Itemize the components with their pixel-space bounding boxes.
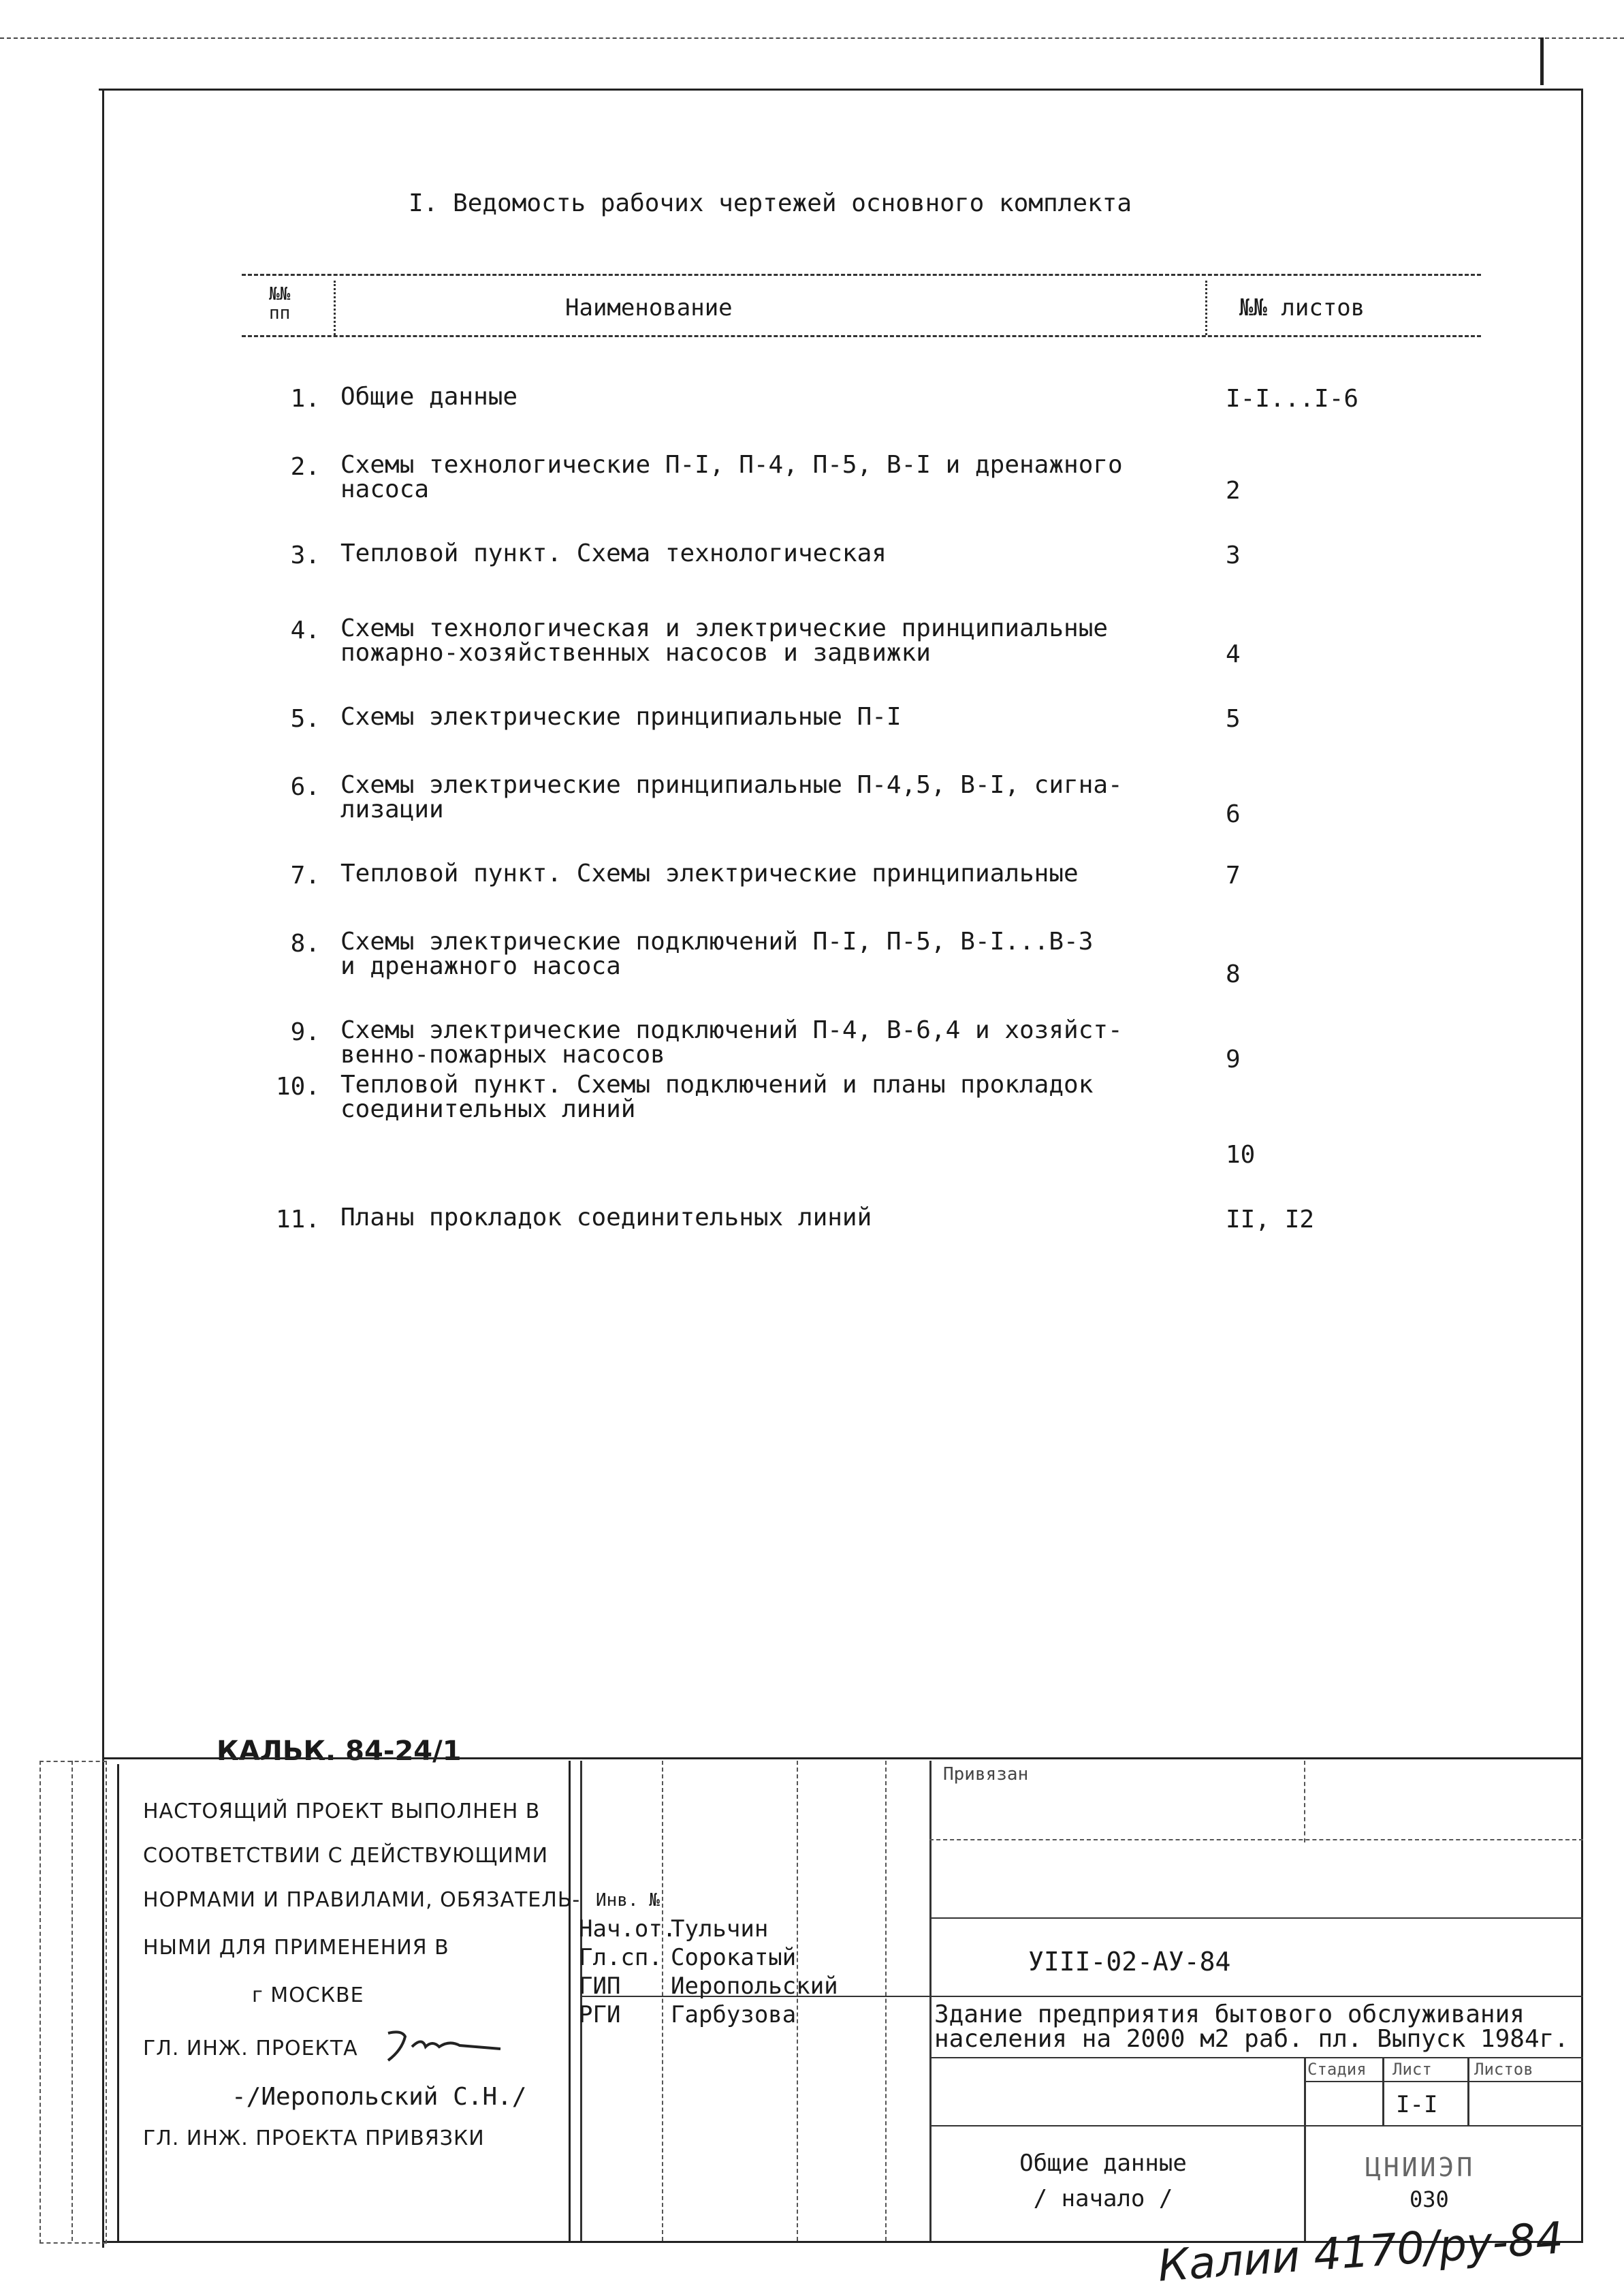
table-row-sheets: 6 <box>1226 800 1241 828</box>
staff-name: Сорокатый <box>671 1944 797 1971</box>
tb-h4 <box>929 2057 1583 2058</box>
stamp-line-3: НОРМАМИ И ПРАВИЛАМИ, ОБЯЗАТЕЛЬ- <box>143 1888 581 1912</box>
staff-role: ГИП <box>579 1973 621 2000</box>
col-sheets-label: Листов <box>1474 2060 1533 2079</box>
table-row-title: Схемы технологическая и электрические принципиальные пожарно-хозяйственных насосов и задвижки <box>340 614 1109 667</box>
table-row-num: 2. <box>290 453 320 481</box>
table-row-title: Схемы электрические принципиальные П-I <box>340 703 902 731</box>
table-row-title: Тепловой пункт. Схема технологическая <box>340 539 887 567</box>
table-row-title: Тепловой пункт. Схемы электрические принципиальные <box>340 860 1079 888</box>
stamp-line-2: СООТВЕТСТВИИ С ДЕЙСТВУЮЩИМИ <box>143 1844 549 1868</box>
table-row-num: 5. <box>290 705 320 733</box>
table-header-rule <box>242 335 1481 337</box>
table-row-sheets: II, I2 <box>1226 1206 1315 1234</box>
stamp-right <box>569 1761 571 2241</box>
chief-label: ГЛ. ИНЖ. ПРОЕКТА <box>143 2037 358 2060</box>
staff-role: Гл.сп. <box>579 1944 663 1971</box>
tb-h6 <box>929 2125 1583 2126</box>
chief-name: -/Иеропольский С.Н./ <box>232 2083 527 2111</box>
table-row-sheets: 3 <box>1226 541 1241 569</box>
privyazan-label: Привязан <box>943 1764 1029 1785</box>
table-row-num: 10. <box>275 1073 320 1101</box>
chief-signature <box>381 2026 504 2067</box>
frame-top <box>99 89 1583 91</box>
table-row-num: 8. <box>290 930 320 958</box>
tb-v5 <box>929 1761 932 2241</box>
stamp-line-4: НЫМИ ДЛЯ ПРИМЕНЕНИЯ В <box>143 1936 449 1960</box>
stamp-line-5: г МОСКВЕ <box>252 1983 364 2007</box>
table-row-title: Тепловой пункт. Схемы подключений и планы прокладок соединительных линий <box>340 1071 1094 1123</box>
table-row-title: Планы прокладок соединительных линий <box>340 1204 872 1231</box>
table-row-sheets: 4 <box>1226 640 1241 668</box>
table-row-num: 1. <box>290 385 320 413</box>
col-stage-label: Стадия <box>1307 2060 1367 2079</box>
staff-name: Тульчин <box>671 1915 769 1943</box>
project-name: Здание предприятия бытового обслуживания населения на 2000 м2 раб. пл. Выпуск 1984г. <box>934 2000 1569 2053</box>
col-name-header: Наименование <box>565 294 733 321</box>
tb-v8 <box>1382 2057 1384 2125</box>
tb-v6 <box>1304 1761 1305 1842</box>
sheet-value: I-I <box>1396 2091 1438 2118</box>
table-row-title: Схемы электрические подключений П-I, П-5, В-I...В-3 и дренажного насоса <box>340 928 1094 980</box>
margin-dash <box>71 1761 73 2241</box>
table-row-sheets: 10 <box>1226 1141 1256 1169</box>
table-row-num: 3. <box>290 541 320 569</box>
col-sep-1 <box>334 281 336 335</box>
page-title: I. Ведомость рабочих чертежей основного комплекта <box>409 189 1132 217</box>
table-row-sheets: 2 <box>1226 477 1241 505</box>
inv-label: Инв. № <box>596 1890 660 1911</box>
staff-name: Гарбузова <box>671 2001 797 2028</box>
org-name: ЦНИИЭП <box>1365 2152 1476 2182</box>
sheet-title: Общие данные / начало / <box>1019 2150 1187 2212</box>
col-sheet-label: Лист <box>1392 2060 1432 2079</box>
table-row-title: Схемы электрические подключений П-4, В-6,4 и хозяйст- венно-пожарных насосов <box>340 1016 1123 1069</box>
staff-role: РГИ <box>579 2001 621 2028</box>
table-row-sheets: I-I...I-6 <box>1226 385 1359 413</box>
tb-v3 <box>797 1761 798 2241</box>
kalk-label: КАЛЬК. 84-24/1 <box>217 1736 462 1767</box>
tb-h2 <box>929 1917 1583 1919</box>
table-row-title: Схемы технологические П-I, П-4, П-5, В-I и дренажного насоса <box>340 451 1123 503</box>
tb-h1 <box>929 1839 1583 1840</box>
chief-binding-label: ГЛ. ИНЖ. ПРОЕКТА ПРИВЯЗКИ <box>143 2126 485 2150</box>
table-row-title: Схемы электрические принципиальные П-4,5, В-I, сигна- лизации <box>340 771 1123 823</box>
tb-v7 <box>1304 2057 1306 2241</box>
staff-name: Иеропольский <box>671 1973 838 2000</box>
col-sep-2 <box>1205 281 1207 335</box>
stamp-line-1: НАСТОЯЩИЙ ПРОЕКТ ВЫПОЛНЕН В <box>143 1800 541 1823</box>
table-row-sheets: 5 <box>1226 705 1241 733</box>
margin-stamp <box>39 1761 107 2244</box>
table-top-rule <box>242 274 1481 276</box>
tb-v9 <box>1467 2057 1469 2125</box>
table-row-title: Общие данные <box>340 383 518 411</box>
stamp-top <box>102 1757 1583 1759</box>
col-sheets-header: №№ листов <box>1239 294 1365 321</box>
project-code: УIII-02-АУ-84 <box>1028 1947 1231 1977</box>
table-row-sheets: 9 <box>1226 1046 1241 1073</box>
org-code: 030 <box>1410 2186 1449 2212</box>
tb-v2 <box>662 1761 663 2241</box>
staff-role: Нач.от. <box>579 1915 677 1943</box>
col-num-header: №№ пп <box>269 284 291 324</box>
tb-h5 <box>1304 2081 1583 2082</box>
table-row-num: 4. <box>290 616 320 644</box>
table-row-num: 6. <box>290 773 320 801</box>
handwritten-note: Калии 4170/ру-84 <box>1156 2213 1565 2292</box>
table-row-sheets: 7 <box>1226 862 1241 890</box>
table-row-num: 7. <box>290 862 320 890</box>
stamp-left <box>117 1764 119 2241</box>
table-row-num: 11. <box>275 1206 320 1234</box>
table-row-num: 9. <box>290 1018 320 1046</box>
tb-v4 <box>885 1761 887 2241</box>
table-row-sheets: 8 <box>1226 960 1241 988</box>
top-right-tick <box>1540 37 1544 85</box>
top-edge-line <box>0 37 1624 39</box>
